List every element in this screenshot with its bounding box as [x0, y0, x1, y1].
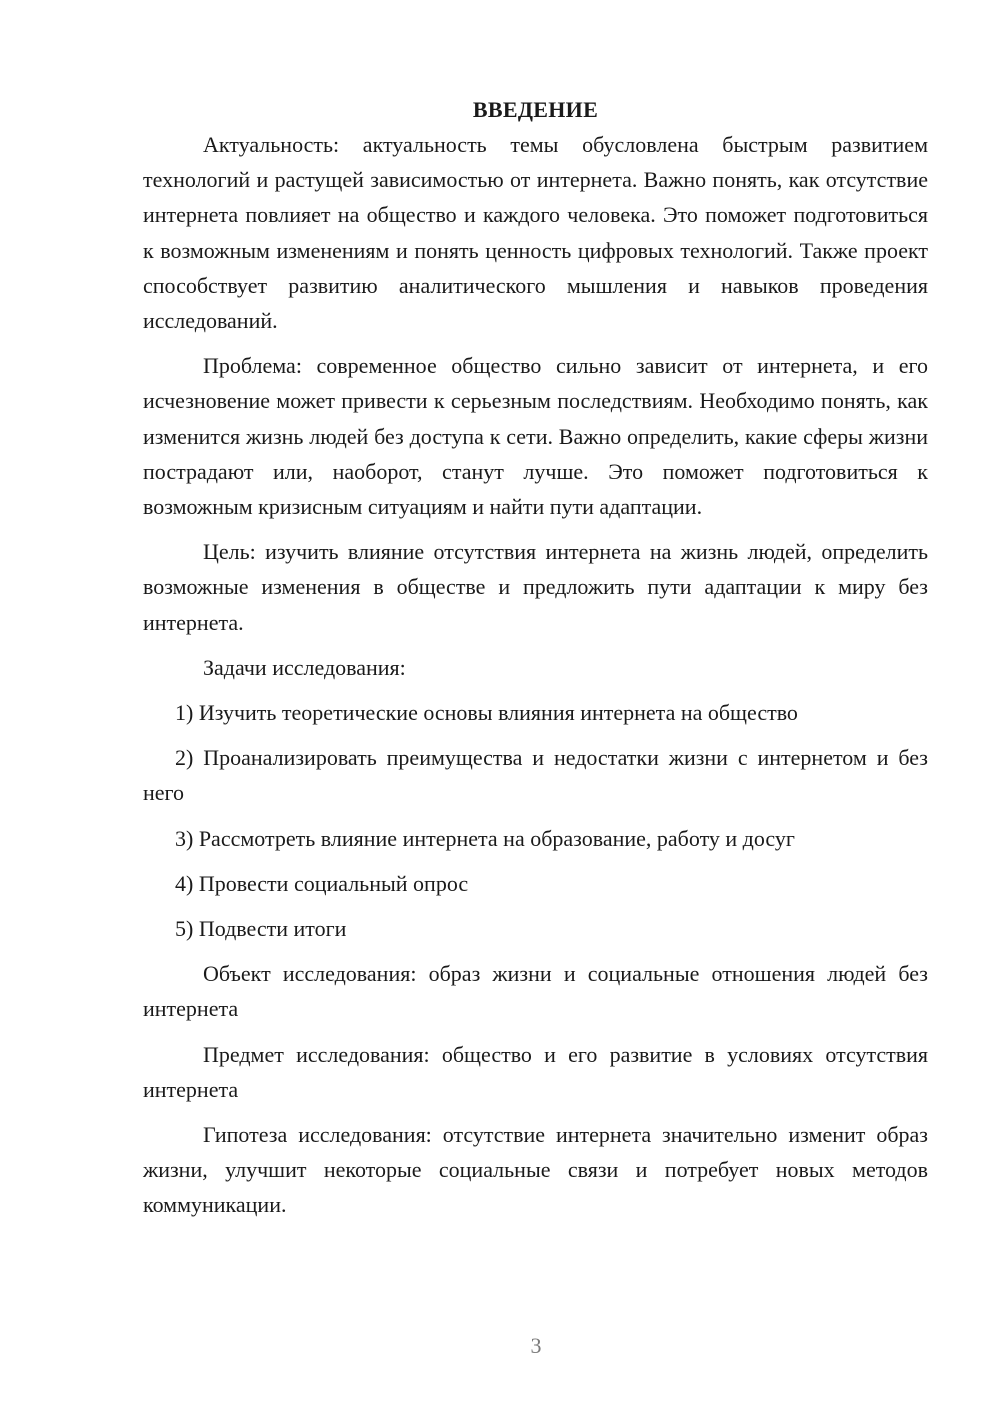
tasks-list [143, 695, 928, 946]
object-paragraph: Объект исследования: образ жизни и социальные отношения людей без интернета [143, 961, 928, 1022]
subject-paragraph: Предмет исследования: общество и его развитие в условиях отсутствия интернета [143, 1041, 928, 1102]
section-title: ВВЕДЕНИЕ [472, 97, 599, 122]
task-item: 4) Провести социальный опрос [175, 870, 469, 896]
task-item: 5) Подвести итоги [175, 916, 347, 942]
task-item: 2) Проанализировать преимущества и недостатки жизни с интернетом и без него [143, 745, 928, 806]
hypothesis-paragraph: Гипотеза исследования: отсутствие интернета значительно изменит образ жизни, улучшит некоторые социальные связи и потребует новых методов коммуникации. [143, 1122, 928, 1218]
task-item: 1) Изучить теоретические основы влияния интернета на общество [175, 700, 798, 726]
goal-paragraph: Цель: изучить влияние отсутствия интернета на жизнь людей, определить возможные изменения в обществе и предложить пути адаптации к миру без интернета. [143, 539, 928, 635]
tasks-heading: Задачи исследования: [203, 654, 406, 680]
task-item: 3) Рассмотреть влияние интернета на образование, работу и досуг [175, 825, 795, 851]
page-number: 3 [530, 1333, 542, 1358]
document-body [143, 92, 928, 1233]
problem-paragraph: Проблема: современное общество сильно зависит от интернета, и его исчезновение может привести к серьезным последствиям. Необходимо понять, как изменится жизнь людей без доступа к сети. Важно определить, какие сферы жизни пострадают или, наоборот, станут лучше. Это поможет подготовиться к возможным кризисным ситуациям и найти пути адаптации. [143, 353, 928, 520]
relevance-paragraph: Актуальность: актуальность темы обусловлена быстрым развитием технологий и растущей зависимостью от интернета. Важно понять, как отсутствие интернета повлияет на общество и каждого человека. Это поможет подготовиться к возможным изменениям и понять ценность цифровых технологий. Также проект способствует развитию аналитического мышления и навыков проведения исследований. [143, 132, 928, 334]
